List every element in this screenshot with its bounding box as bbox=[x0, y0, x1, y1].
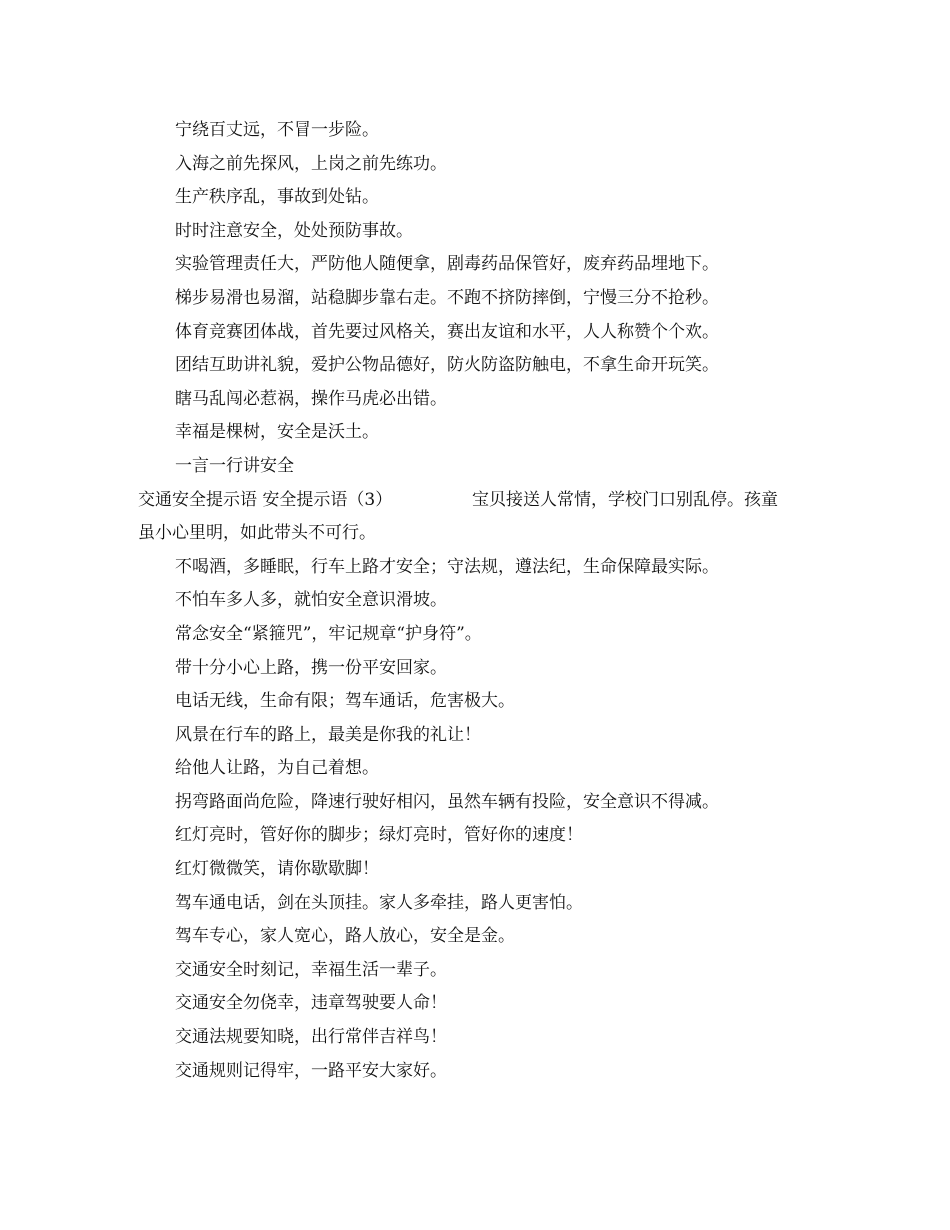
text-line: 梯步易滑也易溜，站稳脚步靠右走。不跑不挤防摔倒，宁慢三分不抢秒。 bbox=[175, 287, 719, 308]
text-line: 时时注意安全，处处预防事故。 bbox=[175, 220, 413, 241]
text-line: 团结互助讲礼貌，爱护公物品德好，防火防盗防触电，不拿生命开玩笑。 bbox=[175, 355, 719, 376]
text-line: 电话无线，生命有限；驾车通话，危害极大。 bbox=[175, 691, 515, 712]
section-heading-row bbox=[138, 484, 818, 518]
text-line: 一言一行讲安全 bbox=[175, 455, 294, 476]
text-line: 生产秩序乱，事故到处钻。 bbox=[175, 187, 379, 208]
text-line: 入海之前先探风，上岗之前先练功。 bbox=[175, 153, 447, 174]
section-first-line: 宝贝接送人常情，学校门口别乱停。孩童 bbox=[472, 489, 778, 510]
text-line: 幸福是棵树，安全是沃土。 bbox=[175, 422, 379, 443]
text-line: 瞎马乱闯必惹祸，操作马虎必出错。 bbox=[175, 388, 447, 409]
section-title: 交通安全提示语 安全提示语（3） bbox=[138, 489, 393, 510]
text-line: 拐弯路面尚危险，降速行驶好相闪，虽然车辆有投险，安全意识不得减。 bbox=[175, 791, 719, 812]
text-line: 交通法规要知晓，出行常伴吉祥鸟！ bbox=[175, 1027, 447, 1048]
text-line: 实验管理责任大，严防他人随便拿，剧毒药品保管好，废弃药品埋地下。 bbox=[175, 254, 719, 275]
text-line: 驾车通电话，剑在头顶挂。家人多牵挂，路人更害怕。 bbox=[175, 892, 583, 913]
text-line: 不怕车多人多，就怕安全意识滑坡。 bbox=[175, 590, 447, 611]
text-line: 红灯微微笑，请你歇歇脚！ bbox=[175, 859, 379, 880]
text-line: 交通安全时刻记，幸福生活一辈子。 bbox=[175, 959, 447, 980]
text-line: 红灯亮时，管好你的脚步；绿灯亮时，管好你的速度！ bbox=[175, 825, 583, 846]
text-line: 交通规则记得牢，一路平安大家好。 bbox=[175, 1060, 447, 1081]
text-line: 交通安全勿侥幸，违章驾驶要人命！ bbox=[175, 993, 447, 1014]
text-line: 常念安全“紧箍咒”，牢记规章“护身符”。 bbox=[175, 623, 482, 644]
text-line: 给他人让路，为自己着想。 bbox=[175, 758, 379, 779]
text-line: 体育竞赛团体战，首先要过风格关，赛出友谊和水平，人人称赞个个欢。 bbox=[175, 321, 719, 342]
document-body bbox=[138, 114, 818, 1088]
text-line: 宁绕百丈远，不冒一步险。 bbox=[175, 120, 379, 140]
text-line: 带十分小心上路，携一份平安回家。 bbox=[175, 657, 447, 678]
text-line: 不喝酒，多睡眠，行车上路才安全；守法规，遵法纪，生命保障最实际。 bbox=[175, 556, 719, 577]
section-continuation: 虽小心里明，如此带头不可行。 bbox=[138, 523, 376, 544]
text-line: 风景在行车的路上，最美是你我的礼让！ bbox=[175, 724, 481, 745]
text-line: 驾车专心，家人宽心，路人放心，安全是金。 bbox=[175, 926, 515, 947]
